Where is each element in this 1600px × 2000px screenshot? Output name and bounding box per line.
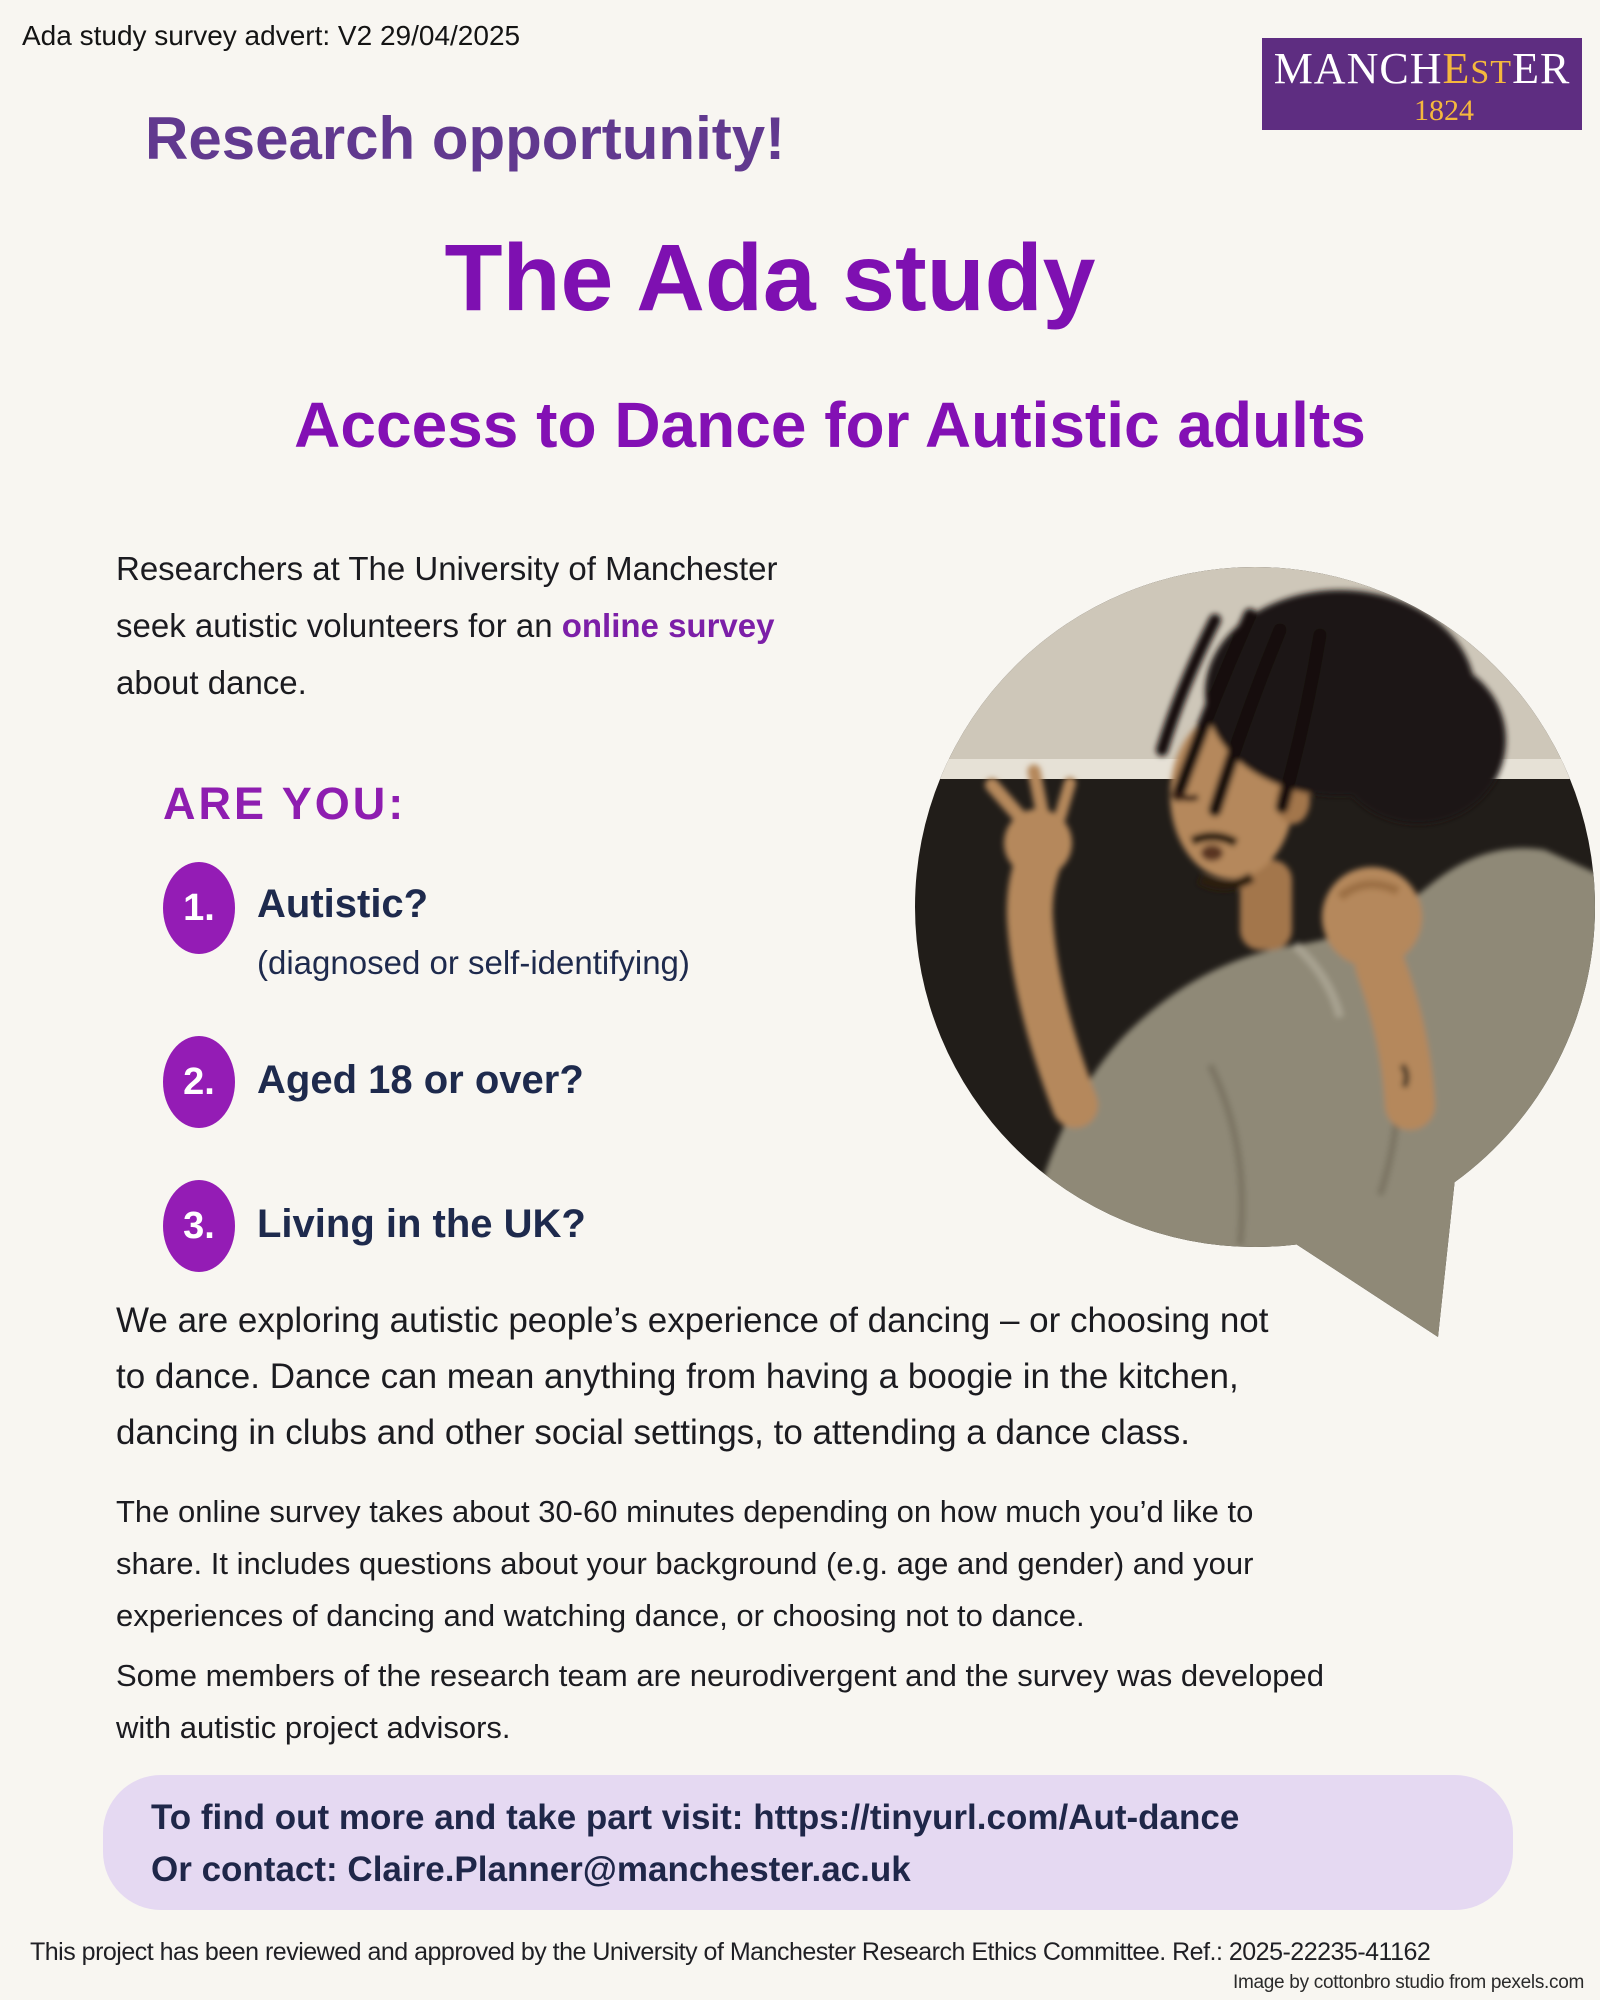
logo-year: 1824 xyxy=(1414,94,1474,127)
logo-wordmark xyxy=(1262,46,1582,96)
page-subtitle: Access to Dance for Autistic adults xyxy=(294,389,1366,461)
paragraph-survey-details xyxy=(116,1486,1253,1642)
intro-line-3: about dance. xyxy=(116,664,307,701)
list-number-badge-2 xyxy=(163,1036,235,1128)
paragraph-exploring-line-2: to dance. Dance can mean anything from having a boogie in the kitchen, xyxy=(116,1357,1239,1396)
logo-text-white-1: MANCH xyxy=(1273,44,1443,93)
kicker-heading: Research opportunity! xyxy=(145,105,786,172)
dancer-photo xyxy=(910,545,1600,1345)
are-you-heading: ARE YOU: xyxy=(163,778,407,829)
cta-line-contact xyxy=(151,1844,1513,1896)
cta-visit-label: To find out more and take part visit: xyxy=(151,1798,754,1837)
list-number-2: 2. xyxy=(183,1060,215,1103)
paragraph-team-line-2: with autistic project advisors. xyxy=(116,1710,511,1745)
survey-link[interactable]: https://tinyurl.com/Aut-dance xyxy=(753,1798,1240,1837)
list-item-autistic: Autistic? xyxy=(257,882,429,926)
cta-line-visit xyxy=(151,1792,1513,1844)
paragraph-exploring xyxy=(116,1293,1269,1461)
intro-paragraph xyxy=(116,540,778,711)
intro-line-2-plain: seek autistic volunteers for an xyxy=(116,607,562,644)
logo-text-gold-small: ST xyxy=(1470,54,1513,91)
list-number-1: 1. xyxy=(183,886,215,929)
paragraph-exploring-line-1: We are exploring autistic people’s experience of dancing – or choosing not xyxy=(116,1301,1269,1340)
paragraph-survey-line-1: The online survey takes about 30-60 minutes depending on how much you’d like to xyxy=(116,1494,1254,1529)
list-number-badge-1 xyxy=(163,862,235,954)
list-number-3: 3. xyxy=(183,1204,215,1247)
dancer-mouth xyxy=(1201,845,1223,861)
intro-line-2 xyxy=(116,597,778,654)
list-item-aged-18: Aged 18 or over? xyxy=(257,1058,584,1102)
online-survey-highlight: online survey xyxy=(561,607,775,644)
ethics-statement: This project has been reviewed and approved by the University of Manchester Research Ethics Committee. Ref.: 2025-22235-41162 xyxy=(30,1938,1431,1966)
image-credit: Image by cottonbro studio from pexels.com xyxy=(1233,1972,1584,1993)
paragraph-exploring-line-3: dancing in clubs and other social settings, to attending a dance class. xyxy=(116,1413,1191,1452)
list-item-autistic-subtitle: (diagnosed or self-identifying) xyxy=(257,944,690,981)
list-number-badge-3 xyxy=(163,1180,235,1272)
logo-text-gold-large: E xyxy=(1442,44,1471,93)
logo-text-white-2: ER xyxy=(1512,44,1571,93)
intro-line-1: Researchers at The University of Manchester xyxy=(116,550,778,587)
cta-box xyxy=(103,1775,1513,1910)
paragraph-team xyxy=(116,1650,1324,1754)
contact-email[interactable]: Claire.Planner@manchester.ac.uk xyxy=(347,1850,911,1889)
university-of-manchester-logo xyxy=(1262,38,1582,130)
paragraph-team-line-1: Some members of the research team are neurodivergent and the survey was developed xyxy=(116,1658,1324,1693)
cta-contact-label: Or contact: xyxy=(151,1850,348,1889)
paragraph-survey-line-3: experiences of dancing and watching dance, or choosing not to dance. xyxy=(116,1598,1085,1633)
paragraph-survey-line-2: share. It includes questions about your background (e.g. age and gender) and your xyxy=(116,1546,1254,1581)
advert-version-label: Ada study survey advert: V2 29/04/2025 xyxy=(22,20,521,51)
page-title: The Ada study xyxy=(444,225,1096,331)
dancer-photo-graphic xyxy=(910,545,1600,1345)
list-item-living-uk: Living in the UK? xyxy=(257,1202,586,1246)
